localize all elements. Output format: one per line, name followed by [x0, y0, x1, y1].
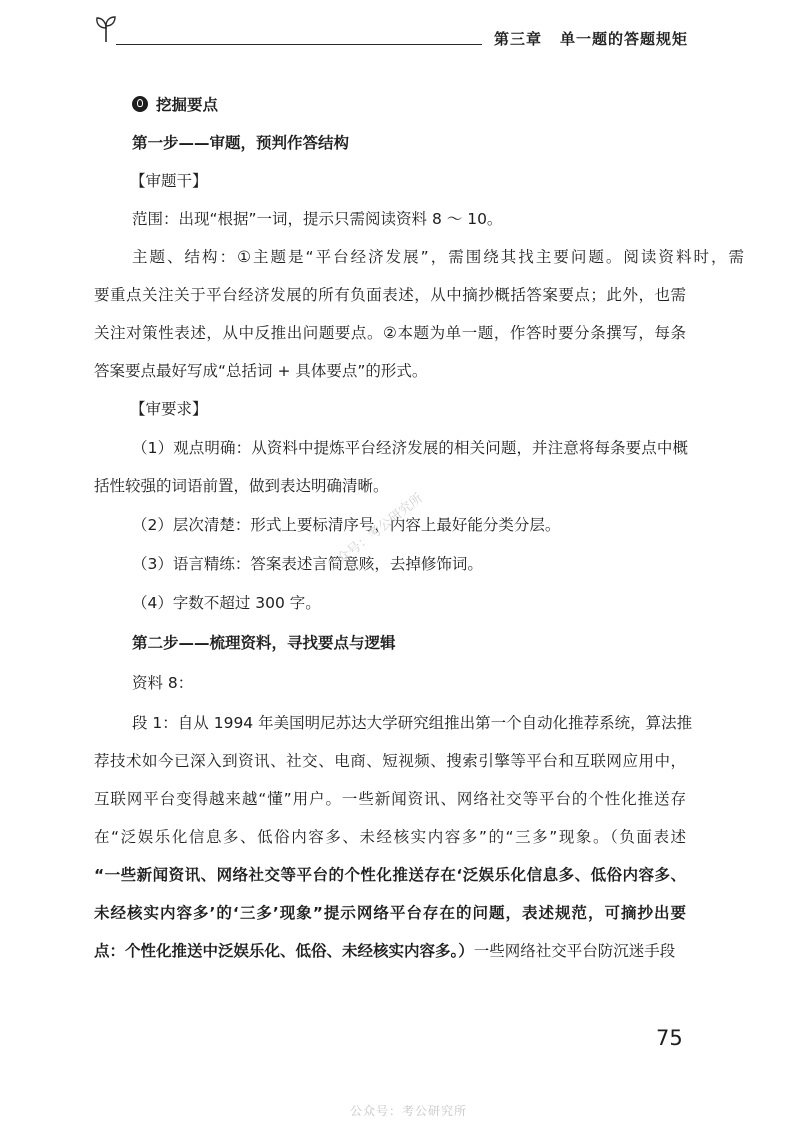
section-heading	[132, 94, 218, 116]
req2-text: （2）层次清楚：形式上要标清序号，内容上最好能分类分层。	[132, 516, 561, 534]
section-bullet-icon	[132, 96, 148, 112]
theme-line: 要重点关注关于平台经济发展的所有负面表述，从中摘抄概括答案要点；此外，也需	[94, 286, 686, 304]
page-number: 75	[656, 1026, 683, 1050]
req1-line: 括性较强的词语前置，做到表达明确清晰。	[94, 477, 389, 495]
bold-annotation-line: “一些新闻资讯、网络社交等平台的个性化推送存在‘泛娱乐化信息多、低俗内容多、	[94, 866, 686, 884]
section-heading-text: 挖掘要点	[156, 96, 219, 114]
para-tail: 一些网络社交平台防沉迷手段	[473, 942, 676, 960]
theme-line: 答案要点最好写成“总括词 + 具体要点”的形式。	[94, 362, 428, 380]
material-label: 资料 8：	[132, 674, 194, 692]
para-line: 荐技术如今已深入到资讯、社交、电商、短视频、搜索引擎等平台和互联网应用中，	[94, 752, 686, 770]
req1-line: （1）观点明确：从资料中提炼平台经济发展的相关问题，并注意将每条要点中概	[132, 439, 688, 457]
theme-line: 关注对策性表述，从中反推出问题要点。②本题为单一题，作答时要分条撰写，每条	[94, 324, 686, 342]
review-stem-label: 【审题干】	[130, 172, 208, 190]
chapter-label: 第三章	[494, 30, 543, 48]
chapter-title: 单一题的答题规矩	[560, 30, 689, 48]
para-line: 段 1：自从 1994 年美国明尼苏达大学研究组推出第一个自动化推荐系统，算法推	[132, 714, 693, 732]
review-req-label: 【审要求】	[130, 400, 208, 418]
sprout-icon	[94, 14, 118, 44]
step2-title: 第二步——梳理资料，寻找要点与逻辑	[132, 634, 396, 652]
theme-line: 主题、结构：①主题是“平台经济发展”，需围绕其找主要问题。阅读资料时，需	[132, 248, 744, 266]
para-line: 互联网平台变得越来越“懂”用户。一些新闻资讯、网络社交等平台的个性化推送存	[94, 790, 686, 808]
bottom-watermark: 公众号：考公研究所	[350, 1104, 468, 1118]
para-line: 在“泛娱乐化信息多、低俗内容多、未经核实内容多”的“三多”现象。（负面表述	[94, 828, 686, 846]
req4-text: （4）字数不超过 300 字。	[132, 594, 321, 612]
header-title	[494, 28, 688, 49]
req3-text: （3）语言精练：答案表述言简意赅，去掉修饰词。	[132, 555, 483, 573]
scope-text: 范围：出现“根据”一词，提示只需阅读资料 8 ～ 10。	[132, 210, 503, 228]
running-header	[0, 0, 800, 60]
header-rule	[116, 44, 482, 45]
watermark: 公众号：考公研究所	[324, 491, 426, 575]
bold-annotation-end: 点：个性化推送中泛娱乐化、低俗、未经核实内容多。）	[94, 942, 474, 960]
bold-annotation-line: 未经核实内容多’的‘三多’现象”提示网络平台存在的问题，表述规范，可摘抄出要	[94, 904, 686, 922]
last-line	[94, 940, 675, 962]
step1-title: 第一步——审题，预判作答结构	[132, 134, 350, 152]
